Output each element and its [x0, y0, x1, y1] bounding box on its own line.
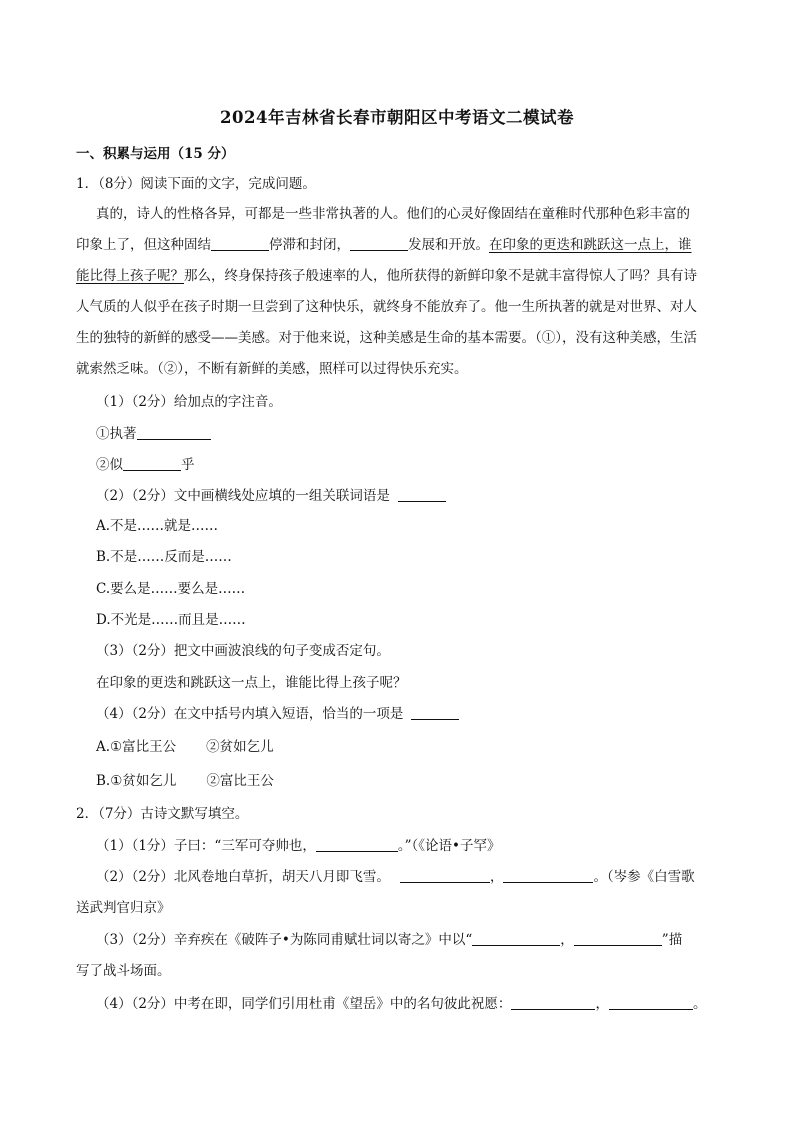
- blank-1[interactable]: [211, 236, 269, 251]
- poem-item-1: [96, 836, 500, 856]
- blank-2[interactable]: [350, 236, 408, 251]
- option-b: B.不是……反而是……: [96, 549, 232, 565]
- passage-line-4: 人气质的人似乎在孩子时期一旦尝到了这种快乐，就终身不能放弃了。他一生所执著的就是对世界、对人: [76, 299, 697, 315]
- passage-text: 停滞和封闭，: [269, 237, 350, 253]
- poem-blank-3a[interactable]: [472, 931, 560, 946]
- pinyin-item-2: [96, 455, 195, 475]
- option-4a: [96, 737, 274, 757]
- subquestion-4: [96, 704, 459, 724]
- option-part: B.①贫如乞儿: [96, 773, 177, 789]
- passage-text: 印象上了，但这种固结: [76, 237, 211, 253]
- pinyin-blank-1[interactable]: [137, 425, 211, 440]
- passage-line-2: [76, 235, 692, 255]
- question-2-stem: 2．（7分）古诗文默写填空。: [76, 806, 249, 822]
- poem-item-2-cont: 送武判官归京》: [76, 900, 171, 916]
- subquestion-2: [96, 486, 446, 506]
- item-text: ，: [560, 932, 574, 948]
- option-part: ②贫如乞儿: [206, 739, 274, 755]
- answer-blank-2[interactable]: [398, 487, 446, 502]
- question-text: （4）（2分）在文中括号内填入短语，恰当的一项是: [96, 706, 404, 722]
- item-text: 。: [692, 996, 707, 1012]
- poem-blank-1[interactable]: [316, 837, 398, 852]
- section-heading: 一、积累与运用（15 分）: [76, 146, 235, 162]
- passage-line-1: 真的，诗人的性格各异，可都是一些非常执著的人。他们的心灵好像固结在童稚时代那种色彩丰富的: [96, 206, 690, 222]
- passage-line-5: 生的独特的新鲜的感受——美感。对于他来说，这种美感是生命的基本需要。（①），没有这种美感，生活: [76, 330, 697, 346]
- passage-line-3: [76, 266, 697, 286]
- subquestion-3-sentence: 在印象的更迭和跳跃这一点上，谁能比得上孩子呢？: [96, 675, 407, 691]
- option-4b: [96, 771, 274, 791]
- passage-text: 发展和开放。: [408, 237, 489, 253]
- passage-line-6: 就索然乏味。（②），不断有新鲜的美感，照样可以过得快乐充实。: [76, 361, 468, 377]
- poem-item-2: [96, 867, 695, 887]
- item-text: （2）（2分）北风卷地白草折，胡天八月即飞雪。: [96, 869, 390, 885]
- item-text: （3）（2分）辛弃疾在《破阵子•为陈同甫赋壮词以寄之》中以“: [96, 932, 473, 948]
- option-c: C.要么是……要么是……: [96, 581, 246, 597]
- subquestion-1: （1）（2分）给加点的字注音。: [96, 394, 282, 410]
- poem-blank-4b[interactable]: [609, 995, 693, 1010]
- pinyin-item-1: [96, 424, 211, 444]
- poem-item-3-cont: 写了战斗场面。: [76, 963, 171, 979]
- item-text: （4）（2分）中考在即，同学们引用杜甫《望岳》中的名句彼此祝愿：: [96, 996, 512, 1012]
- item-text: 。”（《论语•子罕》: [397, 838, 501, 854]
- page-title: 2024年吉林省长春市朝阳区中考语文二模试卷: [220, 108, 574, 127]
- underlined-sentence: 在印象的更迭和跳跃这一点上，谁: [489, 237, 692, 253]
- item-text: ②似: [96, 457, 123, 473]
- option-a: A.不是……就是……: [96, 518, 219, 534]
- item-text: ，: [489, 869, 504, 885]
- passage-text: 那么，终身保持孩子般速率的人，他所获得的新鲜印象不是就丰富得惊人了吗？具有诗: [184, 268, 697, 284]
- question-text: （2）（2分）文中画横线处应填的一组关联词语是: [96, 488, 390, 504]
- poem-blank-2b[interactable]: [503, 868, 593, 883]
- item-text: 乎: [181, 457, 195, 473]
- poem-item-4: [96, 994, 706, 1014]
- item-text: 。（岑参《白雪歌: [593, 869, 695, 885]
- answer-blank-4[interactable]: [411, 705, 459, 720]
- option-part: ②富比王公: [206, 773, 274, 789]
- item-text: （1）（1分）子曰：“三军可夺帅也，: [96, 838, 316, 854]
- item-text: ，: [595, 996, 609, 1012]
- pinyin-blank-2[interactable]: [123, 456, 181, 471]
- underlined-sentence: 能比得上孩子呢？: [76, 268, 184, 284]
- option-d: D.不光是……而且是……: [96, 612, 246, 628]
- poem-blank-3b[interactable]: [574, 931, 662, 946]
- poem-blank-2a[interactable]: [400, 868, 490, 883]
- item-text: ①执著: [96, 426, 137, 442]
- subquestion-3: （3）（2分）把文中画波浪线的句子变成否定句。: [96, 643, 390, 659]
- poem-blank-4a[interactable]: [511, 995, 595, 1010]
- item-text: ”描: [661, 932, 683, 948]
- poem-item-3: [96, 930, 682, 950]
- option-part: A.①富比王公: [96, 739, 177, 755]
- question-1-stem: 1．（8分）阅读下面的文字，完成问题。: [76, 176, 316, 192]
